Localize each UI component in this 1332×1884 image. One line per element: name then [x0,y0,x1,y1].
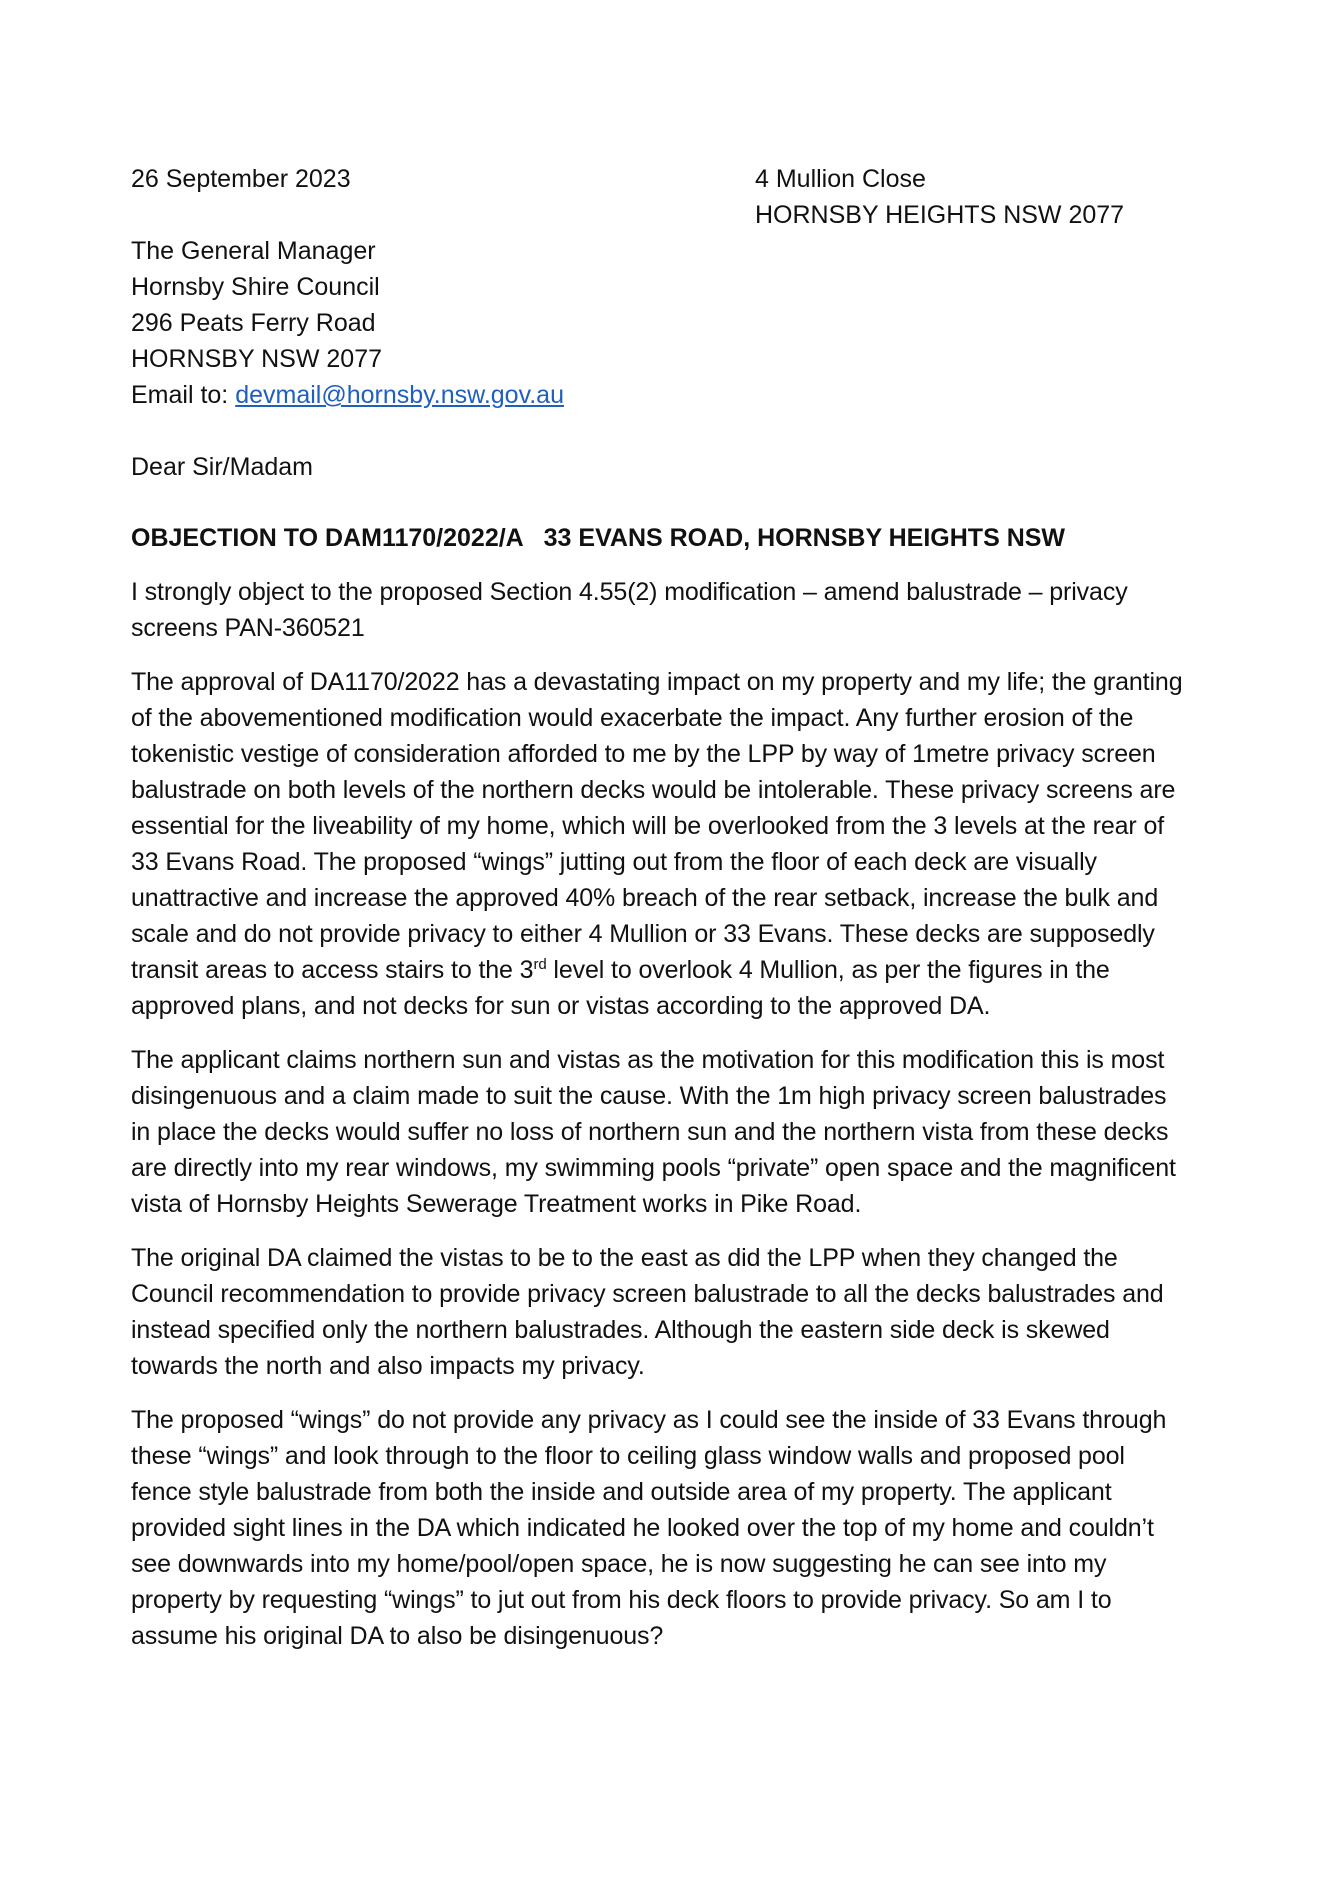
sender-address [755,161,1124,233]
body-paragraph-3: The applicant claims northern sun and vistas as the motivation for this modification this is most disingenuous and a claim made to suit the cause. With the 1m high privacy screen balustrades in place the decks would suffer no loss of northern sun and the northern vista from these decks are directly into my rear windows, my swimming pools “private” open space and the magnificent vista of Hornsby Heights Sewerage Treatment works in Pike Road. [131,1046,1176,1218]
email-link[interactable]: devmail@hornsby.nsw.gov.au [235,381,564,409]
body-paragraph-2-text-cont: level to overlook 4 Mullion, as per the figures in the approved plans, and not decks for sun or vistas according to the approved DA. [131,956,1110,1020]
email-label: Email to: [131,381,236,409]
email-line [131,377,1191,413]
recipient-line: 296 Peats Ferry Road [131,309,376,337]
body-paragraph-2-text: The approval of DA1170/2022 has a devastating impact on my property and my life; the granting of the abovementioned modification would exacerbate the impact. Any further erosion of the tokenistic vestige of consideration afforded to me by the LPP by way of 1metre privacy screen balustrade on both levels of the northern decks would be intolerable. These privacy screens are essential for the liveability of my home, which will be overlooked from the 3 levels at the rear of 33 Evans Road. The proposed “wings” jutting out from the floor of each deck are visually unattractive and increase the approved 40% breach of the rear setback, increase the bulk and scale and do not provide privacy to either 4 Mullion or 33 Evans. These decks are supposedly transit areas to access stairs to the 3 [131,668,1183,984]
recipient-line: The General Manager [131,237,376,265]
sender-address-line: HORNSBY HEIGHTS NSW 2077 [755,201,1125,229]
body-paragraph-2 [131,664,1191,1024]
letter-header [131,161,1191,233]
body-paragraph-5: The proposed “wings” do not provide any privacy as I could see the inside of 33 Evans through these “wings” and look through to the floor to ceiling glass window walls and proposed pool fence style balustrade from both the inside and outside area of my property. The applicant provided sight lines in the DA which indicated he looked over the top of my home and couldn’t see downwards into my home/pool/open space, he is now suggesting he can see into my property by requesting “wings” to jut out from his deck floors to provide privacy. So am I to assume his original DA to also be disingenuous? [131,1406,1167,1650]
recipient-line: HORNSBY NSW 2077 [131,345,383,373]
sender-address-line: 4 Mullion Close [755,165,926,193]
body-paragraph-4: The original DA claimed the vistas to be to the east as did the LPP when they changed the Council recommendation to provide privacy screen balustrade to all the decks balustrades and instead specified only the northern balustrades. Although the eastern side deck is skewed towards the north and also impacts my privacy. [131,1244,1164,1380]
recipient-address [131,233,1191,413]
subject-heading: OBJECTION TO DAM1170/2022/A 33 EVANS ROAD, HORNSBY HEIGHTS NSW [131,524,1066,552]
letter-page [131,161,1191,1654]
ordinal-superscript: rd [533,956,547,973]
recipient-line: Hornsby Shire Council [131,273,380,301]
letter-date: 26 September 2023 [131,165,351,193]
salutation: Dear Sir/Madam [131,453,313,481]
body-paragraph-1: I strongly object to the proposed Section 4.55(2) modification – amend balustrade – privacy screens PAN-360521 [131,578,1128,642]
